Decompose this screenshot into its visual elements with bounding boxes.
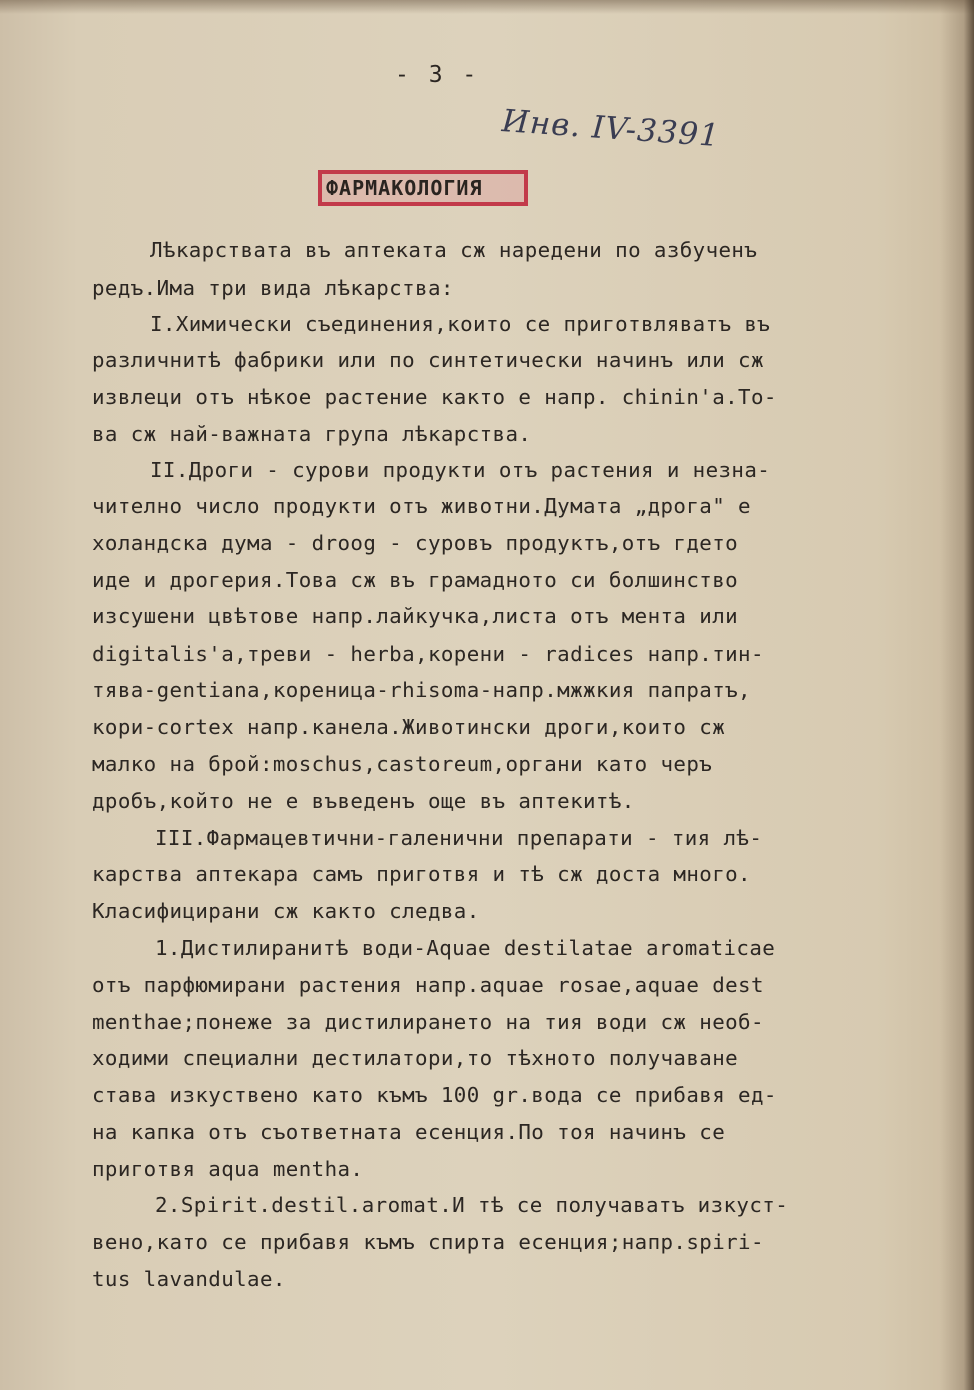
text-line-23: ходими специални дестилатори,то тѣхното получаване [92, 1046, 739, 1070]
text-line-5: извлеци отъ нѣкое растение както е напр. chinin'a.То- [92, 385, 777, 409]
text-line-9: холандска дума - droog - суровъ продуктъ,отъ гдето [92, 531, 739, 555]
handwritten-archive-note: Инв. IV-3391 [500, 103, 722, 155]
text-line-16: дробъ,който не е въведенъ още въ аптекитѣ. [92, 789, 635, 813]
text-line-1: Лѣкарствата въ аптеката сж наредени по азбученъ [150, 238, 758, 262]
text-line-20: 1.Дистилиранитѣ води-Aquae destilatae aromaticae [155, 936, 776, 960]
text-line-19: Класифицирани сж както следва. [92, 899, 480, 923]
text-line-26: приготвя aqua mentha. [92, 1157, 364, 1181]
page-edge-shadow [940, 0, 974, 1390]
text-line-14: кори-cortex напр.канела.Животински дроги,които сж [92, 715, 726, 739]
text-line-28: вено,като се прибавя къмъ спирта есенция;напр.spiri- [92, 1230, 764, 1254]
text-line-15: малко на брой:moschus,castoreum,органи като черъ [92, 752, 713, 776]
text-line-21: отъ парфюмирани растения напр.aquae rosae,aquae dest [92, 973, 764, 997]
text-line-24: става изкуствено като къмъ 100 gr.вода се прибавя ед- [92, 1083, 777, 1107]
text-line-18: карства аптекара самъ приготвя и тѣ сж доста много. [92, 862, 751, 886]
text-line-8: чително число продукти отъ животни.Думата „дрога" е [92, 494, 751, 518]
text-line-29: tus lavandulae. [92, 1267, 286, 1291]
text-line-3: I.Химически съединения,които се приготвляватъ въ [150, 312, 771, 336]
page-number: - 3 - [395, 62, 480, 88]
page-top-shadow [0, 0, 974, 14]
text-line-4: различнитѣ фабрики или по синтетически начинъ или сж [92, 348, 764, 372]
text-line-22: menthae;понеже за дистилирането на тия води сж необ- [92, 1010, 764, 1034]
text-line-13: тява-gentiana,кореница-rhisoma-напр.мжжкия папратъ, [92, 678, 751, 702]
document-title: ФАРМАКОЛОГИЯ [326, 176, 483, 200]
text-line-11: изсушени цвѣтове напр.лайкучка,листа отъ мента или [92, 604, 739, 628]
text-line-25: на капка отъ съответната есенция.По тоя начинъ се [92, 1120, 726, 1144]
text-line-6: ва сж най-важната група лѣкарства. [92, 422, 532, 446]
text-line-7: II.Дроги - сурови продукти отъ растения и незна- [150, 458, 771, 482]
text-line-17: III.Фармацевтични-галенични препарати - тия лѣ- [155, 826, 763, 850]
text-line-12: digitalis'a,треви - herba,корени - radices напр.тин- [92, 642, 764, 666]
text-line-27: 2.Spirit.destil.aromat.И тѣ се получаватъ изкуст- [155, 1193, 789, 1217]
text-line-2: редъ.Има три вида лѣкарства: [92, 276, 454, 300]
text-line-10: иде и дрогерия.Това сж въ грамадното си болшинство [92, 568, 739, 592]
